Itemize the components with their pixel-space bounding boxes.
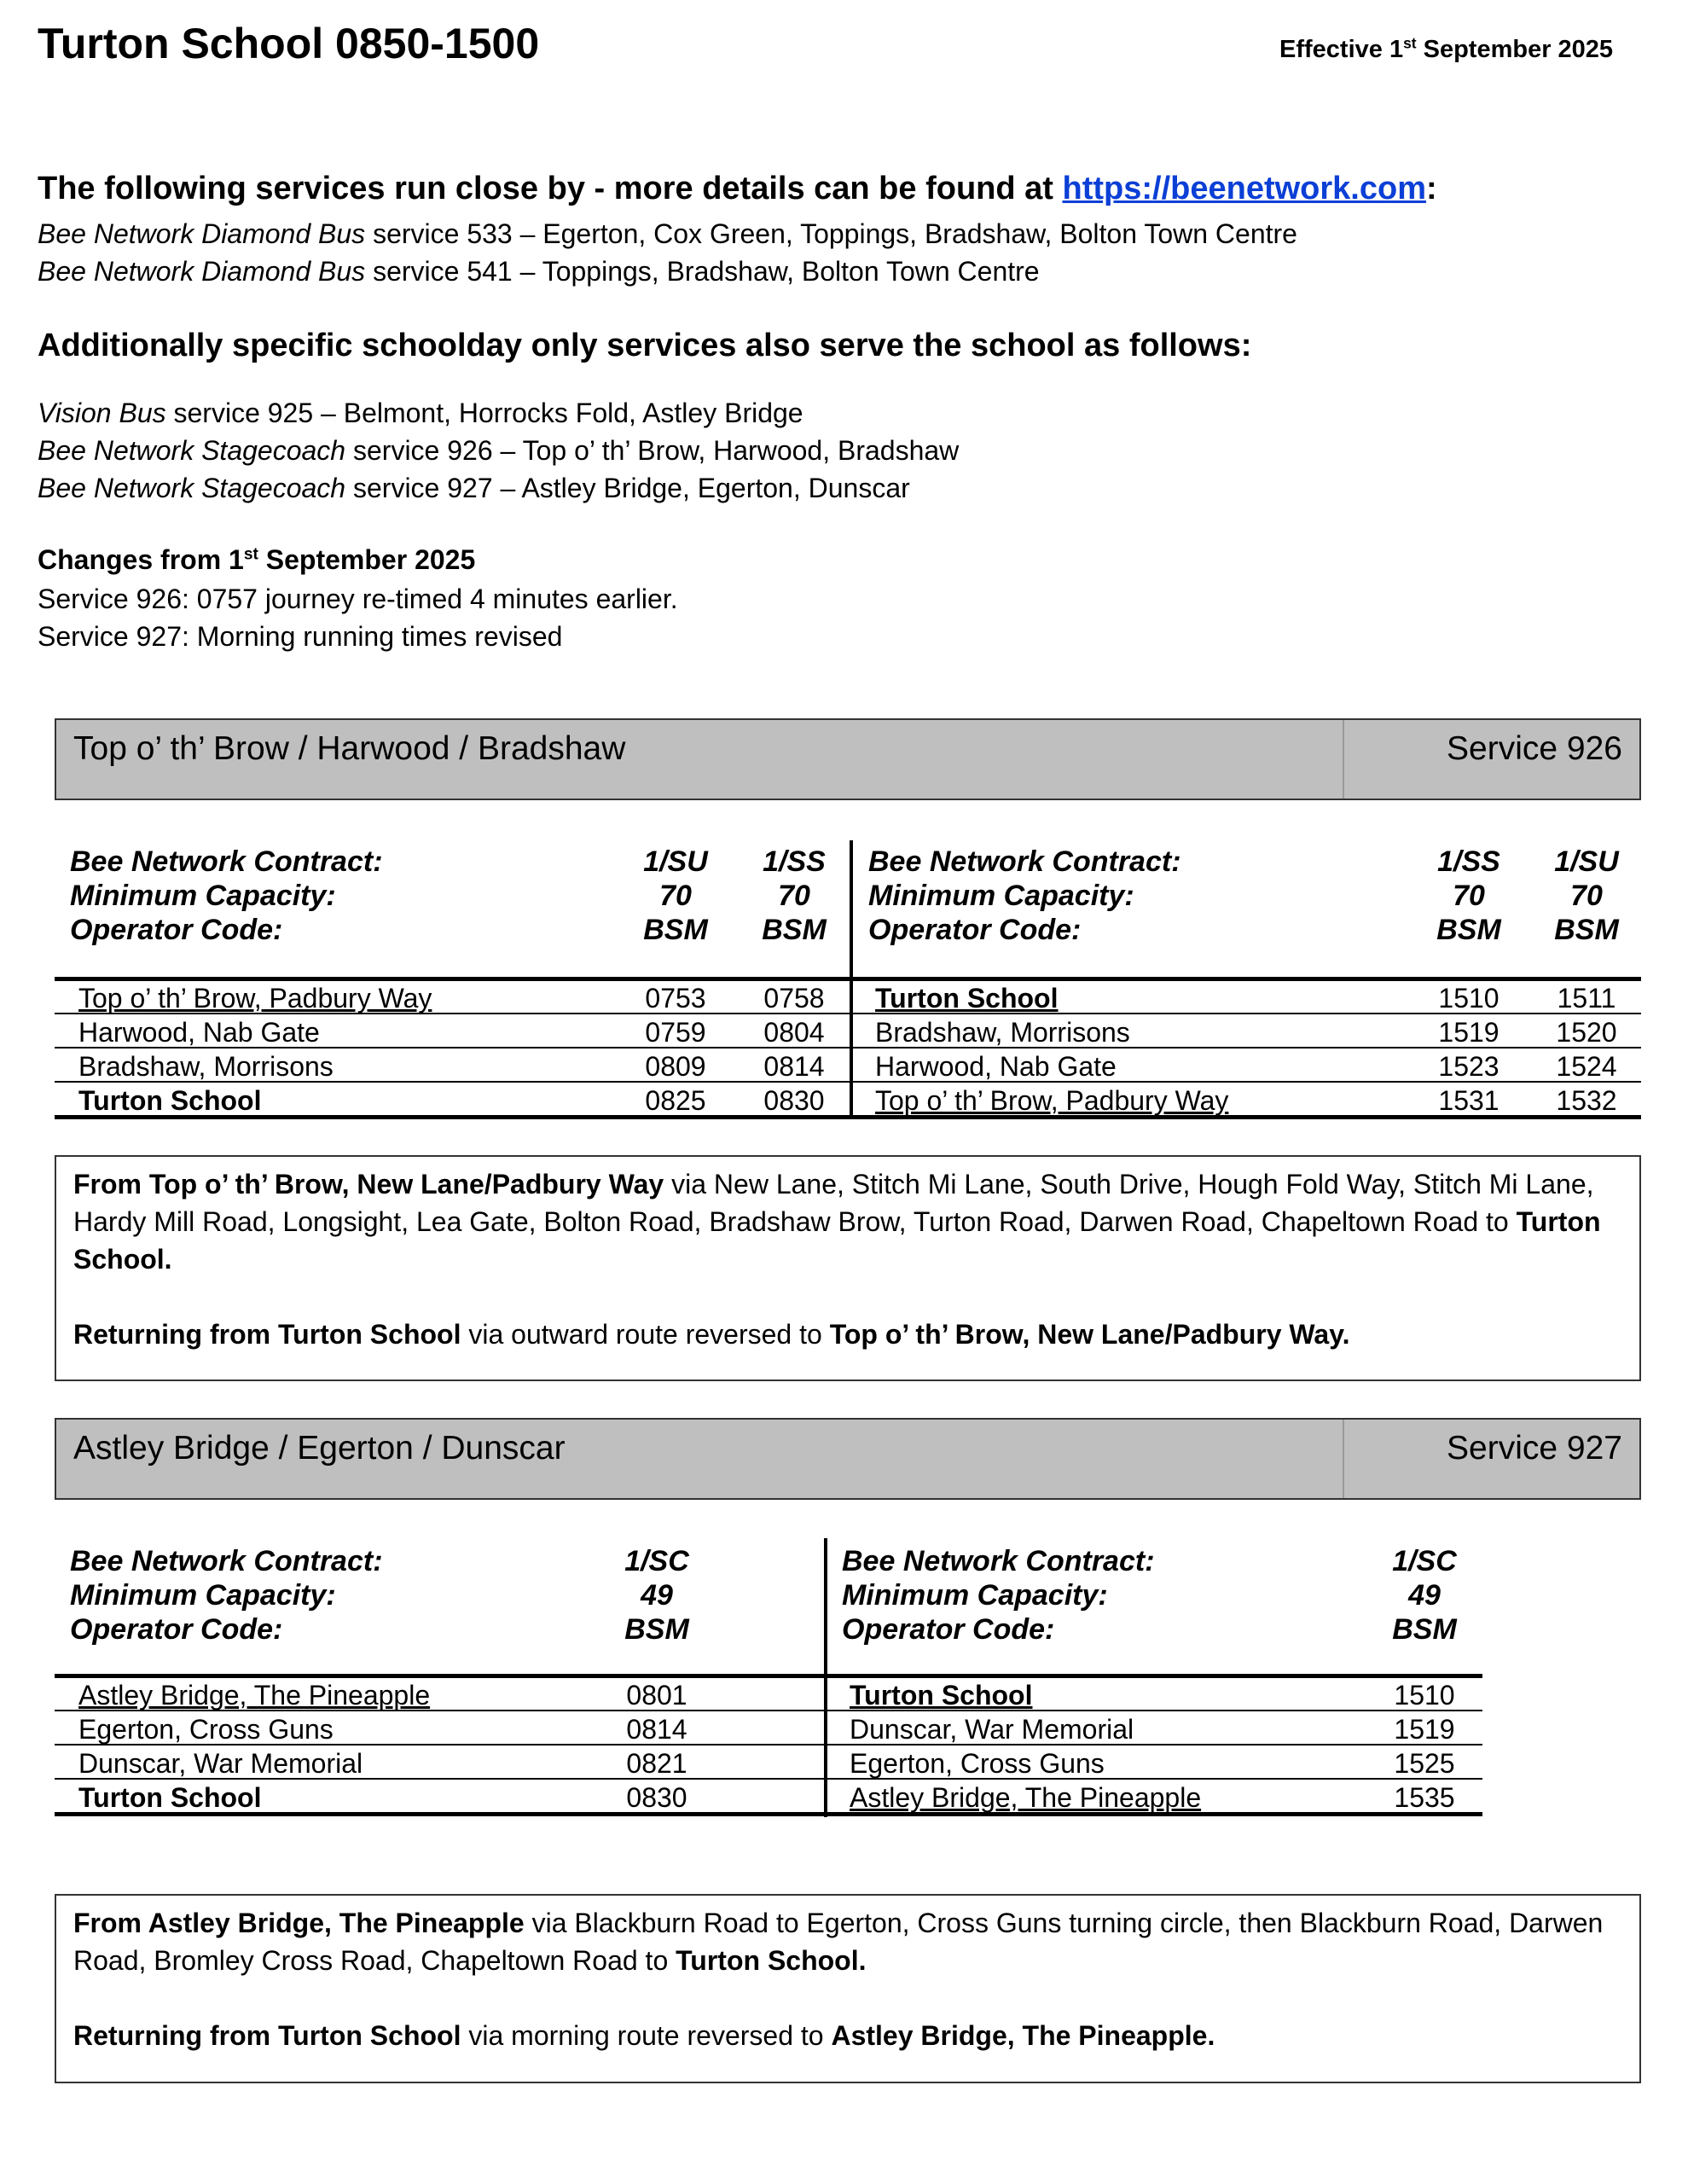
stop-name: Astley Bridge, The Pineapple	[78, 1680, 431, 1711]
col-contract: 1/SU	[1554, 845, 1619, 878]
stop-name: Bradshaw, Morrisons	[78, 1051, 334, 1082]
stop-name: Egerton, Cross Guns	[850, 1748, 1105, 1779]
stop-name: Bradshaw, Morrisons	[875, 1017, 1130, 1048]
departure-time: 0830	[626, 1782, 687, 1813]
return-route-text: Returning from Turton School via outward route reversed to Top o’ th’ Brow, New Lane/Padbury Way.	[73, 1319, 1350, 1350]
departure-time: 0753	[645, 983, 706, 1014]
departure-time: 1511	[1557, 983, 1616, 1014]
departure-time: 1523	[1438, 1051, 1499, 1082]
stop-name: Turton School	[78, 1085, 262, 1116]
capacity-label: Minimum Capacity:	[868, 880, 1134, 912]
col-capacity: 70	[1453, 880, 1485, 912]
stop-name: Turton School	[850, 1680, 1033, 1711]
capacity-label: Minimum Capacity:	[842, 1579, 1108, 1612]
col-capacity: 70	[778, 880, 810, 912]
col-capacity: 70	[659, 880, 692, 912]
departure-time: 1510	[1394, 1680, 1455, 1711]
departure-time: 1531	[1438, 1085, 1499, 1116]
header-bar-divider	[1343, 720, 1344, 799]
departure-time: 0814	[626, 1714, 687, 1745]
stop-name: Dunscar, War Memorial	[78, 1748, 363, 1779]
service-927-route-title: Astley Bridge / Egerton / Dunscar	[73, 1430, 566, 1467]
departure-time: 0825	[645, 1085, 706, 1116]
stop-name: Top o’ th’ Brow, Padbury Way	[875, 1085, 1229, 1116]
stop-name: Harwood, Nab Gate	[78, 1017, 320, 1048]
departure-time: 1519	[1438, 1017, 1499, 1048]
school-service-927: Bee Network Stagecoach service 927 – Astley Bridge, Egerton, Dunscar	[38, 473, 910, 503]
header-bar-divider	[1343, 1420, 1344, 1498]
service-926-route-description	[55, 1155, 1641, 1381]
col-capacity: 70	[1570, 880, 1603, 912]
operator-label: Operator Code:	[842, 1613, 1055, 1646]
outbound-route-text: From Top o’ th’ Brow, New Lane/Padbury Way via New Lane, Stitch Mi Lane, South Drive, Hough Fold Way, Stitch Mi Lane, Hardy Mill Road, Longsight, Lea Gate, Bolton Road, Bradshaw Brow, Turton Road, Darwen Road, Chapeltown Road to Turton School.	[73, 1169, 1601, 1275]
col-contract: 1/SC	[1392, 1545, 1457, 1577]
change-926: Service 926: 0757 journey re-timed 4 minutes earlier.	[38, 584, 678, 614]
stop-name: Egerton, Cross Guns	[78, 1714, 334, 1745]
departure-time: 0758	[763, 983, 825, 1014]
table-bottom-rule	[55, 1115, 1641, 1119]
service-926-route-title: Top o’ th’ Brow / Harwood / Bradshaw	[73, 730, 626, 767]
departure-time: 1519	[1394, 1714, 1455, 1745]
stop-name: Dunscar, War Memorial	[850, 1714, 1134, 1745]
col-operator: BSM	[1436, 914, 1501, 946]
nearby-service-533: Bee Network Diamond Bus service 533 – Egerton, Cox Green, Toppings, Bradshaw, Bolton Town Centre	[38, 218, 1297, 249]
capacity-label: Minimum Capacity:	[70, 1579, 336, 1612]
col-contract: 1/SS	[763, 845, 826, 878]
departure-time: 1524	[1556, 1051, 1617, 1082]
nearby-services-heading: The following services run close by - more details can be found at https://beenetwork.com:	[38, 171, 1437, 206]
departure-time: 0814	[763, 1051, 825, 1082]
departure-time: 0804	[763, 1017, 825, 1048]
school-services-heading: Additionally specific schoolday only services also serve the school as follows:	[38, 328, 1252, 363]
departure-time: 0821	[626, 1748, 687, 1779]
school-service-926: Bee Network Stagecoach service 926 – Top o’ th’ Brow, Harwood, Bradshaw	[38, 435, 960, 466]
col-capacity: 49	[1408, 1579, 1441, 1612]
departure-time: 1535	[1394, 1782, 1455, 1813]
col-operator: BSM	[1392, 1613, 1457, 1646]
service-927-header-bar	[55, 1418, 1641, 1500]
departure-time: 0801	[626, 1680, 687, 1711]
nearby-service-541: Bee Network Diamond Bus service 541 – Toppings, Bradshaw, Bolton Town Centre	[38, 256, 1040, 287]
col-contract: 1/SC	[624, 1545, 689, 1577]
col-capacity: 49	[641, 1579, 673, 1612]
col-contract: 1/SU	[643, 845, 708, 878]
departure-time: 0809	[645, 1051, 706, 1082]
contract-label: Bee Network Contract:	[842, 1545, 1155, 1577]
departure-time: 1510	[1438, 983, 1499, 1014]
col-operator: BSM	[624, 1613, 689, 1646]
stop-name: Turton School	[78, 1782, 262, 1813]
operator-label: Operator Code:	[868, 914, 1082, 946]
changes-heading: Changes from 1st September 2025	[38, 544, 476, 575]
col-operator: BSM	[762, 914, 827, 946]
stop-name: Top o’ th’ Brow, Padbury Way	[78, 983, 432, 1014]
page-title: Turton School 0850-1500	[38, 20, 540, 67]
capacity-label: Minimum Capacity:	[70, 880, 336, 912]
departure-time: 1532	[1556, 1085, 1617, 1116]
stop-name: Harwood, Nab Gate	[875, 1051, 1117, 1082]
outbound-route-text: From Astley Bridge, The Pineapple via Blackburn Road to Egerton, Cross Guns turning circle, then Blackburn Road, Darwen Road, Bromley Cross Road, Chapeltown Road to Turton School.	[73, 1908, 1604, 1976]
stop-name: Astley Bridge, The Pineapple	[850, 1782, 1202, 1813]
departure-time: 0830	[763, 1085, 825, 1116]
operator-label: Operator Code:	[70, 1613, 283, 1646]
departure-time: 1520	[1556, 1017, 1617, 1048]
service-926-header-bar	[55, 718, 1641, 800]
effective-date: Effective 1st September 2025	[1279, 34, 1614, 63]
departure-time: 1525	[1394, 1748, 1455, 1779]
service-927-route-description	[55, 1894, 1641, 2083]
service-927-number: Service 927	[1447, 1430, 1622, 1467]
table-bottom-rule	[55, 1812, 1482, 1816]
contract-label: Bee Network Contract:	[70, 845, 383, 878]
contract-label: Bee Network Contract:	[868, 845, 1181, 878]
service-926-number: Service 926	[1447, 730, 1622, 767]
departure-time: 0759	[645, 1017, 706, 1048]
contract-label: Bee Network Contract:	[70, 1545, 383, 1577]
col-contract: 1/SS	[1437, 845, 1500, 878]
change-927: Service 927: Morning running times revised	[38, 621, 563, 652]
operator-label: Operator Code:	[70, 914, 283, 946]
return-route-text: Returning from Turton School via morning route reversed to Astley Bridge, The Pineapple.	[73, 2020, 1215, 2051]
col-operator: BSM	[643, 914, 708, 946]
stop-name: Turton School	[875, 983, 1059, 1014]
col-operator: BSM	[1554, 914, 1619, 946]
beenetwork-link[interactable]: https://beenetwork.com	[1062, 171, 1426, 206]
school-service-925: Vision Bus service 925 – Belmont, Horrocks Fold, Astley Bridge	[38, 398, 803, 428]
